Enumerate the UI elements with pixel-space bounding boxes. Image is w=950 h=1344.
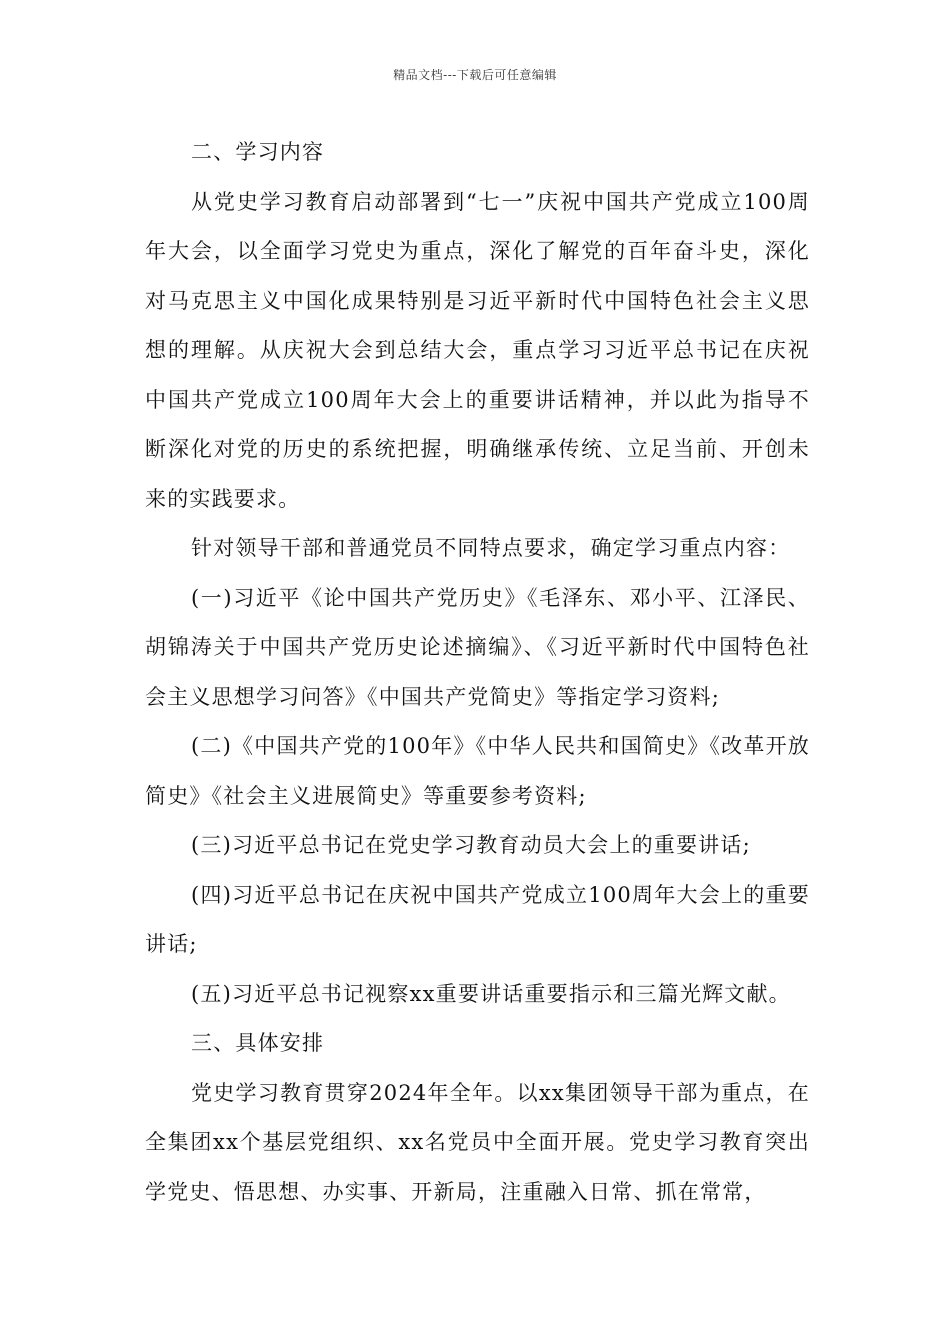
section-heading-arrangement: 三、具体安排	[191, 1031, 325, 1055]
list-item-2: (二)《中国共产党的100年》《中华人民共和国简史》《改革开放简史》《社会主义进展简史》等重要参考资料;	[145, 734, 810, 808]
list-item-3: (三)习近平总书记在党史学习教育动员大会上的重要讲话;	[191, 833, 751, 857]
page-header: 精品文档---下载后可任意编辑	[393, 68, 557, 82]
paragraph-study-overview: 从党史学习教育启动部署到“七一”庆祝中国共产党成立100周年大会，以全面学习党史为重点，深化了解党的百年奋斗史，深化对马克思主义中国化成果特别是习近平新时代中国特色社会主义思想的理解。从庆祝大会到总结大会，重点学习习近平总书记在庆祝中国共产党成立100周年大会上的重要讲话精神，并以此为指导不断深化对党的历史的系统把握，明确继承传统、立足当前、开创未来的实践要求。	[145, 189, 810, 511]
document-body	[145, 128, 810, 1217]
paragraph-arrangement: 党史学习教育贯穿2024年全年。以xx集团领导干部为重点，在全集团xx个基层党组织、xx名党员中全面开展。党史学习教育突出学党史、悟思想、办实事、开新局，注重融入日常、抓在常常，	[145, 1080, 810, 1204]
section-heading-study-content: 二、学习内容	[191, 140, 325, 164]
list-item-4: (四)习近平总书记在庆祝中国共产党成立100周年大会上的重要讲话;	[145, 882, 810, 956]
list-item-5: (五)习近平总书记视察xx重要讲话重要指示和三篇光辉文献。	[191, 981, 791, 1006]
list-item-1: (一)习近平《论中国共产党历史》《毛泽东、邓小平、江泽民、胡锦涛关于中国共产党历史论述摘编》、《习近平新时代中国特色社会主义思想学习问答》《中国共产党简史》等指定学习资料;	[145, 585, 810, 709]
paragraph-key-content-intro: 针对领导干部和普通党员不同特点要求，确定学习重点内容：	[191, 536, 791, 560]
